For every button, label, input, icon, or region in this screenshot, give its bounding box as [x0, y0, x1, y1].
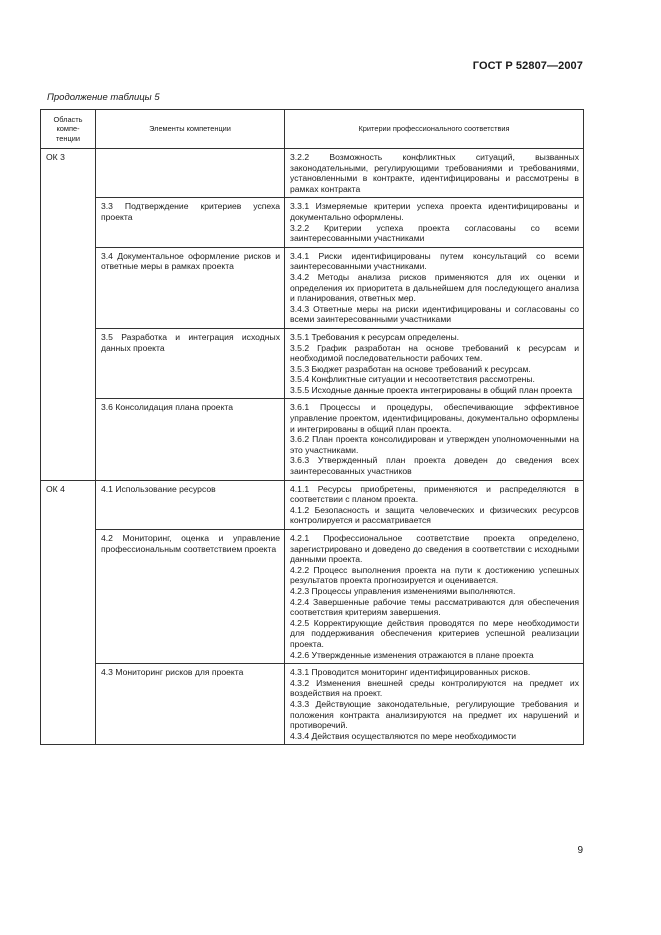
table-row	[41, 149, 584, 198]
criterion-text: 4.3.1 Проводится мониторинг идентифицированных рисков.	[290, 667, 531, 678]
criteria-cell	[285, 328, 584, 399]
criterion-text: 3.4.2 Методы анализа рисков применяются для их оценки и определения их приоритета в дальнейшем для последующего анализа и планирования, ответных мер.	[290, 271, 579, 304]
header-area: Область компе- тенции	[41, 110, 96, 149]
competence-element-cell: 3.3 Подтверждение критериев успеха проекта	[96, 198, 285, 247]
table-row	[41, 247, 584, 328]
criterion-text: 3.5.5 Исходные данные проекта интегрированы в общий план проекта	[290, 384, 573, 395]
criterion-text: 3.4.1 Риски идентифицированы путем консультаций со всеми заинтересованными участниками.	[290, 250, 579, 272]
table-row	[41, 530, 584, 664]
competence-element-cell	[96, 149, 285, 198]
table-row	[41, 328, 584, 399]
criterion-text: 3.2.2 Возможность конфликтных ситуаций, вызванных законодательными, регулирующими требованиями и требованиями, установленными в контракте, идентифицированы и рассмотрены в рамках контракта	[290, 152, 579, 194]
criterion-text: 3.3.1 Измеряемые критерии успеха проекта идентифицированы и документально оформлены.	[290, 201, 579, 222]
document-code: ГОСТ Р 52807—2007	[472, 60, 583, 72]
table-row	[41, 664, 584, 745]
table-caption: Продолжение таблицы 5	[47, 92, 160, 103]
criterion-text: 3.6.3 Утвержденный план проекта доведен до сведения всех заинтересованных участников	[290, 455, 579, 477]
competence-element-cell: 4.1 Использование ресурсов	[96, 480, 285, 529]
criterion-text: 3.2.2 Критерии успеха проекта согласованы со всеми заинтересованными участниками	[290, 222, 579, 244]
criteria-cell	[285, 198, 584, 247]
criteria-cell	[285, 530, 584, 664]
criterion-text: 4.3.4 Действия осуществляются по мере необходимости	[290, 730, 517, 741]
criterion-text: 3.5.4 Конфликтные ситуации и несоответствия рассмотрены.	[290, 374, 535, 385]
table-header-row	[41, 110, 584, 149]
criterion-text: 4.2.5 Корректирующие действия проводятся по мере необходимости для поддерживания обеспечения критериев успешной реализации проекта.	[290, 617, 579, 649]
criteria-cell	[285, 664, 584, 745]
criteria-cell	[285, 480, 584, 529]
table-row	[41, 480, 584, 529]
competence-area-cell: ОК 4	[41, 480, 96, 745]
criterion-text: 4.2.3 Процессы управления изменениями выполняются.	[290, 585, 516, 596]
competence-area-cell: ОК 3	[41, 149, 96, 481]
competence-element-cell: 3.6 Консолидация плана проекта	[96, 399, 285, 480]
criterion-text: 4.2.6 Утвержденные изменения отражаются в плане проекта	[290, 649, 534, 660]
competence-element-cell: 3.4 Документальное оформление рисков и ответные меры в рамках проекта	[96, 247, 285, 328]
table-row	[41, 198, 584, 247]
criteria-cell	[285, 247, 584, 328]
header-criteria: Критерии профессионального соответствия	[285, 110, 584, 149]
criterion-text: 3.5.1 Требования к ресурсам определены.	[290, 331, 460, 342]
criterion-text: 4.2.4 Завершенные рабочие темы рассматриваются для обеспечения соответствия критериям завершения.	[290, 596, 579, 618]
criterion-text: 3.6.1 Процессы и процедуры, обеспечивающие эффективное управление проектом, идентифицированы, документально оформлены и интегрированы в общий план проекта.	[290, 402, 579, 434]
criterion-text: 3.5.2 График разработан на основе требований к ресурсам и необходимой последовательности рабочих тем.	[290, 342, 579, 364]
criterion-text: 4.1.2 Безопасность и защита человеческих и физических ресурсов контролируется и рассматривается	[290, 504, 579, 526]
competence-element-cell: 3.5 Разработка и интеграция исходных данных проекта	[96, 328, 285, 399]
criteria-cell	[285, 399, 584, 480]
criteria-cell	[285, 149, 584, 198]
criterion-text: 3.4.3 Ответные меры на риски идентифицированы и согласованы со всеми заинтересованными участниками	[290, 303, 579, 325]
criterion-text: 4.3.3 Действующие законодательные, регулирующие требования и положения контракта анализируются на предмет их нарушений и противоречий.	[290, 698, 579, 731]
criterion-text: 4.3.2 Изменения внешней среды контролируются на предмет их воздействия на проект.	[290, 677, 579, 699]
criterion-text: 3.5.3 Бюджет разработан на основе требований к ресурсам.	[290, 363, 531, 374]
header-elements: Элементы компетенции	[96, 110, 285, 149]
criterion-text: 4.2.1 Профессиональное соответствие проекта определено, зарегистрировано и доведено до сведения в соответствии с исходными данными проекта.	[290, 533, 579, 565]
competence-table	[40, 109, 584, 745]
criterion-text: 3.6.2 План проекта консолидирован и утвержден уполномоченными на это участниками.	[290, 434, 579, 455]
table-body	[41, 149, 584, 745]
table-row	[41, 399, 584, 480]
page-number: 9	[577, 845, 583, 856]
criterion-text: 4.2.2 Процесс выполнения проекта на пути к достижению успешных результатов проекта прогнозируется и оценивается.	[290, 564, 579, 586]
criterion-text: 4.1.1 Ресурсы приобретены, применяются и распределяются в соответствии с планом проекта.	[290, 483, 579, 505]
competence-element-cell: 4.3 Мониторинг рисков для проекта	[96, 664, 285, 745]
competence-element-cell: 4.2 Мониторинг, оценка и управление профессиональным соответствием проекта	[96, 530, 285, 664]
